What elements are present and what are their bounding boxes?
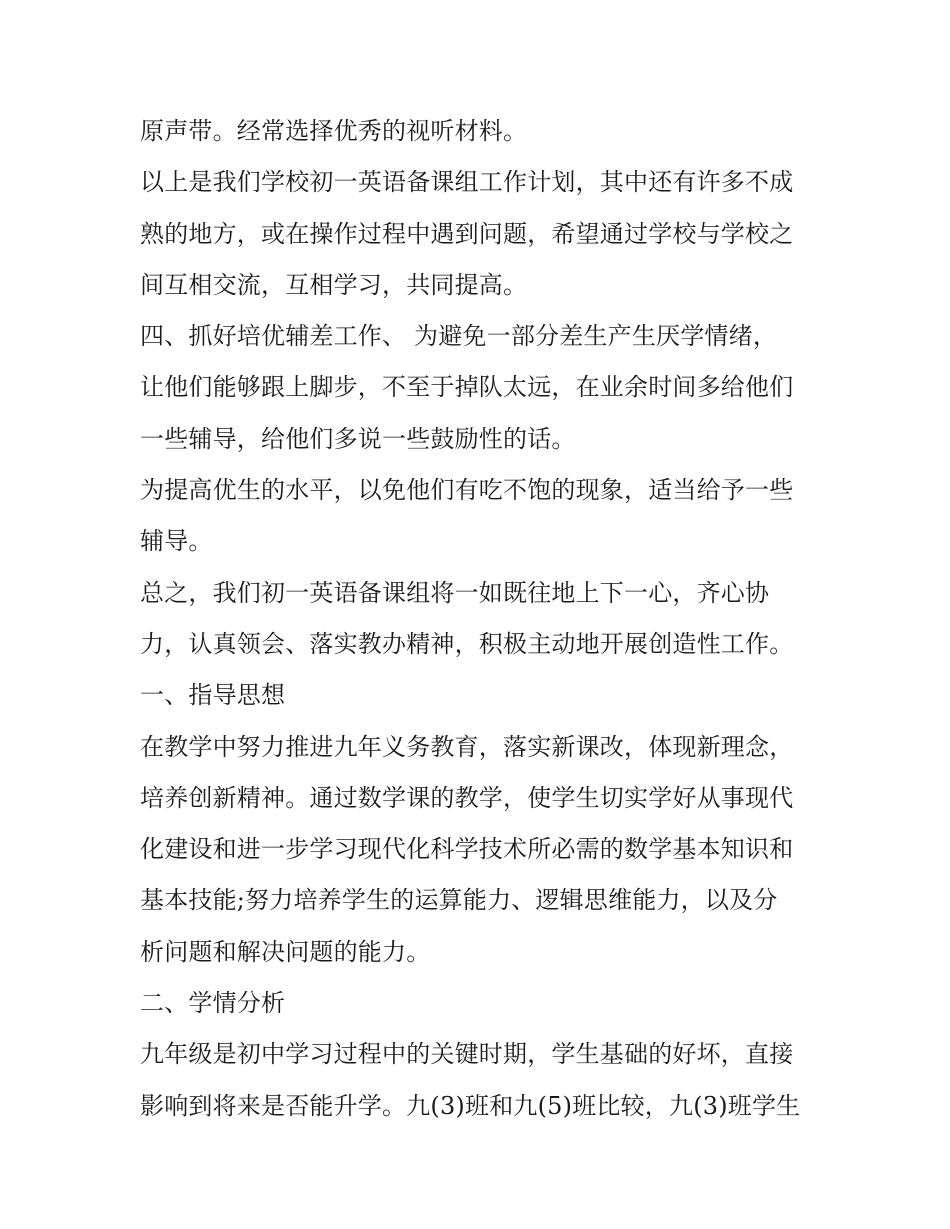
text-line: 九年级是初中学习过程中的关键时期，学生基础的好坏，直接 <box>140 1040 794 1069</box>
text-line: 总之，我们初一英语备课组将一如既往地上下一心，齐心协 <box>140 578 770 607</box>
text-line: 析问题和解决问题的能力。 <box>140 937 431 966</box>
text-line: 以上是我们学校初一英语备课组工作计划，其中还有许多不成 <box>140 168 794 197</box>
text-line: 力，认真领会、落实教办精神，积极主动地开展创造性工作。 <box>140 629 794 658</box>
text-line: 熟的地方，或在操作过程中遇到问题，希望通过学校与学校之 <box>140 219 794 248</box>
text-line: 影响到将来是否能升学。九(3)班和九(5)班比较，九(3)班学生 <box>140 1091 801 1120</box>
text-line: 间互相交流，互相学习，共同提高。 <box>140 270 528 299</box>
text-line: 辅导。 <box>140 527 213 556</box>
text-line: 化建设和进一步学习现代化科学技术所必需的数学基本知识和 <box>140 835 794 864</box>
document-body <box>140 106 820 1132</box>
text-line: 四、抓好培优辅差工作、 为避免一部分差生产生厌学情绪， <box>140 322 778 351</box>
text-line: 基本技能;努力培养学生的运算能力、逻辑思维能力，以及分 <box>140 886 778 915</box>
section-heading: 一、指导思想 <box>140 681 286 710</box>
text-line: 原声带。经常选择优秀的视听材料。 <box>140 117 528 145</box>
text-line: 培养创新精神。通过数学课的教学，使学生切实学好从事现代 <box>140 783 794 812</box>
text-line: 让他们能够跟上脚步，不至于掉队太远，在业余时间多给他们 <box>140 373 794 402</box>
section-heading: 二、学情分析 <box>140 989 286 1018</box>
text-line: 为提高优生的水平，以免他们有吃不饱的现象，适当给予一些 <box>140 476 794 505</box>
text-line: 在教学中努力推进九年义务教育，落实新课改，体现新理念， <box>140 732 794 761</box>
text-line: 一些辅导，给他们多说一些鼓励性的话。 <box>140 424 576 453</box>
